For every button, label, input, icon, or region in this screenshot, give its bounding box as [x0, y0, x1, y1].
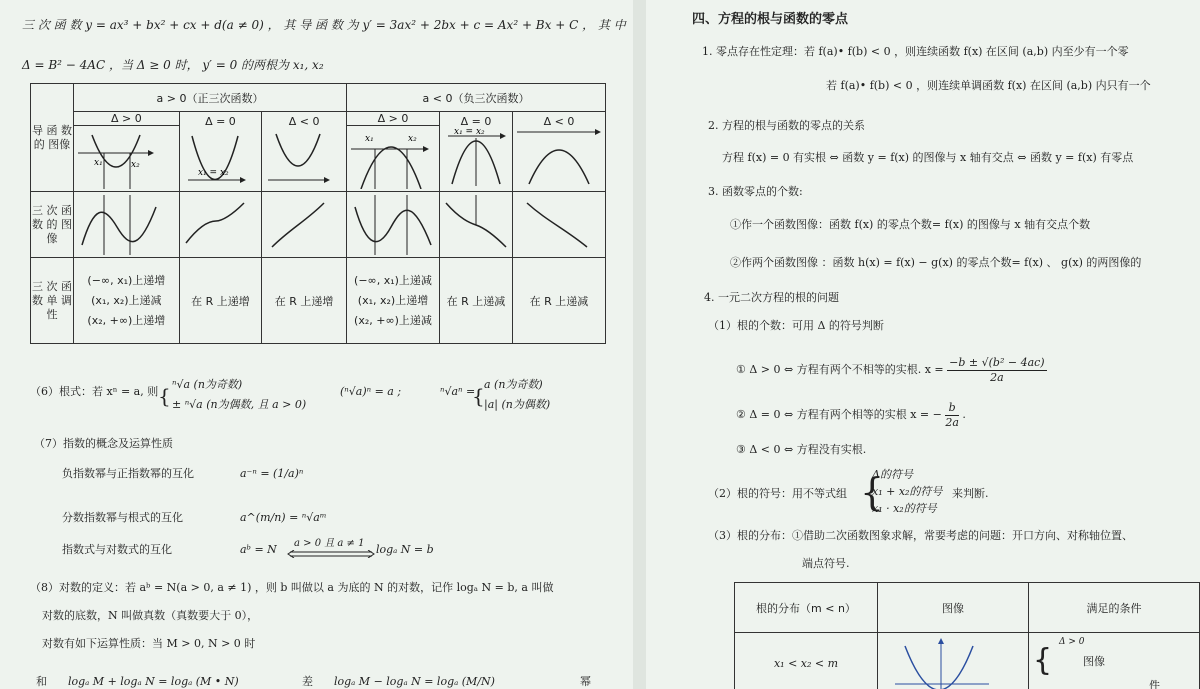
delta-col-3: Δ < 0 — [288, 115, 320, 128]
dist-header-2: 图像 — [877, 583, 1028, 633]
double-arrow-icon — [286, 550, 376, 558]
log-rules: 对数有如下运算性质：当 M > 0, N > 0 时 — [42, 637, 256, 650]
cubic-graph-neg-gt — [347, 195, 439, 255]
deriv-graph-pos-eq — [180, 128, 250, 188]
dist-cond-suffix: 件 — [1148, 679, 1160, 689]
exp-frac-formula: a^(m/n) = ⁿ√aᵐ — [240, 511, 327, 524]
dist-r1c2 — [877, 633, 1028, 689]
dist-header-3: 满足的条件 — [1028, 583, 1199, 633]
p3a: ①作一个函数图像：函数 f(x) 的零点个数= f(x) 的图像与 x 轴有交点个数 — [730, 218, 1091, 231]
p2: 2. 方程的根与函数的零点的关系 — [708, 119, 865, 132]
label-x2: x₂ — [131, 159, 140, 170]
p4-2-item-1: Δ的符号 — [872, 468, 913, 481]
cell-cubic-pos-lt — [262, 192, 347, 258]
cell-cubic-neg-gt — [347, 192, 440, 258]
delta-col-2: Δ = 0 — [205, 115, 236, 128]
case2-den: 2a — [945, 415, 959, 429]
section-title: 四、方程的根与函数的零点 — [692, 12, 849, 27]
case1-num: −b ± √(b² − 4ac) — [949, 355, 1045, 369]
p3b: ②作两个函数图像 ：函数 h(x) = f(x) − g(x) 的零点个数= f(x) 、 g(x) 的两图像的 — [730, 256, 1142, 269]
delta-col-6: Δ < 0 — [543, 115, 575, 128]
delta-col-5: Δ = 0 — [460, 115, 492, 128]
radical-odd: a (n为奇数) — [484, 378, 543, 391]
mono-pos-gt-1: (−∞, x₁)上递增 — [87, 273, 166, 287]
cell-deriv-pos-eq — [179, 112, 261, 192]
cell-deriv-neg-gt — [347, 126, 440, 192]
dist-header-1: 根的分布（m < n） — [735, 583, 878, 633]
root-distribution-table — [734, 582, 1200, 689]
label-x1: x₁ — [94, 157, 103, 168]
case1-pre: ① Δ > 0 ⇔ 方程有两个不相等的实根. x = — [736, 363, 944, 376]
row-label-monotonicity: 三 次 函 数 单 调性 — [31, 258, 74, 344]
deriv-graph-pos-gt — [74, 129, 164, 189]
cell-deriv-neg-eq — [440, 112, 513, 192]
p1b: 若 f(a)• f(b) < 0 ，则连续单调函数 f(x) 在区间 (a,b) 内只有一个 — [826, 79, 1151, 92]
cubic-graph-pos-eq — [180, 195, 250, 255]
p2b: 方程 f(x) = 0 有实根 ⇔ 函数 y = f(x) 的图像与 x 轴有交点 ⇔ 函数 y = f(x) 有零点 — [722, 151, 1134, 164]
deriv-graph-neg-eq — [440, 128, 512, 188]
p1: 1. 零点存在性定理：若 f(a)• f(b) < 0 ，则连续函数 f(x) 在区间 (a,b) 内至少有一个零 — [702, 45, 1129, 58]
case1-den: 2a — [990, 370, 1004, 384]
log-diff-label: 差 — [302, 675, 313, 688]
p4-3b: 端点符号. — [802, 557, 850, 570]
label-x1x2-eq-neg: x₁ = x₂ — [454, 128, 485, 137]
p4: 4. 一元二次方程的根的问题 — [704, 291, 839, 304]
cell-deriv-pos-gt — [74, 126, 180, 192]
label-x2-neg: x₂ — [408, 133, 417, 144]
cell-cubic-neg-eq — [440, 192, 513, 258]
case3: ③ Δ < 0 ⇔ 方程没有实根. — [736, 443, 867, 456]
case2 — [736, 400, 966, 430]
delta-col-1: Δ > 0 — [74, 112, 180, 126]
p4-2-pre: （2）根的符号：用不等式组 — [708, 487, 847, 500]
dist-delta: Δ > 0 — [1058, 637, 1085, 647]
label-x1x2-eq: x₁ = x₂ — [197, 168, 229, 178]
cubic-graph-pos-lt — [262, 195, 334, 255]
radical-even-odd-lhs: ⁿ√aⁿ = — [440, 385, 476, 398]
row-label-cubic: 三 次 函 数 的 图 像 — [31, 192, 74, 258]
radical-power: (ⁿ√a)ⁿ = a ; — [340, 385, 402, 398]
dist-image-label: 图像 — [1082, 655, 1105, 668]
mono-pos-gt-3: (x₂, +∞)上递增 — [87, 313, 166, 327]
right-page — [646, 0, 1200, 689]
p4-2-item-2: x₁ + x₂的符号 — [872, 485, 943, 498]
dist-r1c3 — [1028, 633, 1199, 689]
exp-frac-label: 分数指数幂与根式的互化 — [62, 511, 183, 524]
deriv-graph-neg-gt — [347, 129, 439, 189]
exp-log-lhs: aᵇ = N — [240, 543, 277, 556]
cubic-graph-pos-gt — [74, 195, 164, 255]
log-sum: logₐ M + logₐ N = logₐ (M • N) — [68, 675, 239, 688]
p4-2-post: 来判断. — [952, 487, 989, 500]
page-gap — [633, 0, 646, 689]
p3: 3. 函数零点的个数: — [708, 185, 803, 198]
case2-pre: ② Δ = 0 ⇔ 方程有两个相等的实根 x = − — [736, 408, 942, 421]
log-pow-label: 幂 — [580, 675, 591, 688]
cell-cubic-pos-eq — [179, 192, 261, 258]
log-def-2: 对数的底数，N 叫做真数（真数要大于 0）， — [42, 609, 259, 622]
p4-2-item-3: x₁ · x₂的符号 — [872, 502, 937, 515]
exp-log-rhs: logₐ N = b — [376, 543, 434, 556]
dist-r1c1: x₁ < x₂ < m — [735, 633, 878, 689]
p4-1: （1）根的个数：可用 Δ 的符号判断 — [708, 319, 884, 332]
cubic-graph-neg-lt — [513, 195, 605, 255]
cell-mono-neg-gt — [347, 258, 440, 344]
radical-even: |a| (n为偶数) — [484, 398, 551, 411]
group-header-positive: a > 0（正三次函数） — [74, 84, 347, 112]
cell-deriv-pos-lt — [262, 112, 347, 192]
log-def: （8）对数的定义：若 aᵇ = N(a > 0, a ≠ 1) ，则 b 叫做以 a 为底的 N 的对数，记作 logₐ N = b, a 叫做 — [30, 581, 554, 594]
cell-cubic-pos-gt — [74, 192, 180, 258]
sign-brace: { — [860, 470, 885, 514]
case2-post: . — [962, 408, 966, 421]
log-sum-label: 和 — [36, 675, 47, 688]
mono-neg-gt-3: (x₂, +∞)上递减 — [354, 313, 432, 327]
group-header-negative: a < 0（负三次函数） — [347, 84, 606, 112]
mono-neg-gt-1: (−∞, x₁)上递减 — [354, 273, 432, 287]
radical-brace: { — [158, 384, 171, 408]
mono-pos-gt-2: (x₁, x₂)上递减 — [91, 293, 162, 307]
cell-mono-pos-gt — [74, 258, 180, 344]
label-x1-neg: x₁ — [365, 133, 374, 144]
radical-brace-2: { — [472, 384, 485, 408]
radical-case1: ⁿ√a (n为奇数) — [172, 378, 243, 391]
cell-cubic-neg-lt — [513, 192, 606, 258]
case2-fraction — [945, 401, 959, 430]
mono-neg-eq: 在 R 上递减 — [440, 258, 513, 344]
exp-title: （7）指数的概念及运算性质 — [34, 437, 173, 450]
cell-deriv-neg-lt — [513, 112, 606, 192]
cubic-delta: Δ = B² − 4AC ，当 Δ ≥ 0 时， y′ = 0 的两根为 x₁, x₂ — [22, 58, 324, 72]
delta-col-4: Δ > 0 — [347, 112, 440, 126]
exp-neg-formula: a⁻ⁿ = (1/a)ⁿ — [240, 467, 304, 480]
cubic-intro: 三 次 函 数 y = ax³ + bx² + cx + d(a ≠ 0) ， 其 导 函 数 为 y′ = 3ax² + 2bx + c = Ax² + Bx + C ， 其 中 — [22, 18, 626, 32]
case2-num: b — [945, 401, 959, 416]
cubic-graph-neg-eq — [440, 195, 512, 255]
row-label-derivative: 导 函 数 的 图像 — [31, 84, 74, 192]
deriv-graph-neg-lt — [513, 128, 605, 188]
mono-pos-lt: 在 R 上递增 — [262, 258, 347, 344]
log-diff: logₐ M − logₐ N = logₐ (M/N) — [334, 675, 495, 688]
exp-neg-label: 负指数幂与正指数幂的互化 — [62, 467, 194, 480]
radical-case2: ± ⁿ√a (n为偶数, 且 a > 0) — [172, 398, 307, 411]
mono-pos-eq: 在 R 上递增 — [179, 258, 261, 344]
dist-graph-1 — [879, 634, 1027, 689]
exp-log-label: 指数式与对数式的互化 — [62, 543, 172, 556]
deriv-graph-pos-lt — [262, 128, 334, 188]
case1 — [736, 355, 1047, 385]
case1-fraction — [947, 356, 1046, 385]
p4-3: （3）根的分布：①借助二次函数图象求解，常要考虑的问题：开口方向、对称轴位置、 — [708, 529, 1133, 542]
dist-brace: { — [1032, 643, 1053, 678]
radical-title: （6）根式：若 xⁿ = a, 则 — [30, 385, 159, 398]
mono-neg-lt: 在 R 上递减 — [513, 258, 606, 344]
exp-log-arrow-label: a > 0 且 a ≠ 1 — [294, 538, 365, 549]
cubic-monotonicity-table — [30, 83, 606, 344]
mono-neg-gt-2: (x₁, x₂)上递增 — [357, 293, 429, 307]
